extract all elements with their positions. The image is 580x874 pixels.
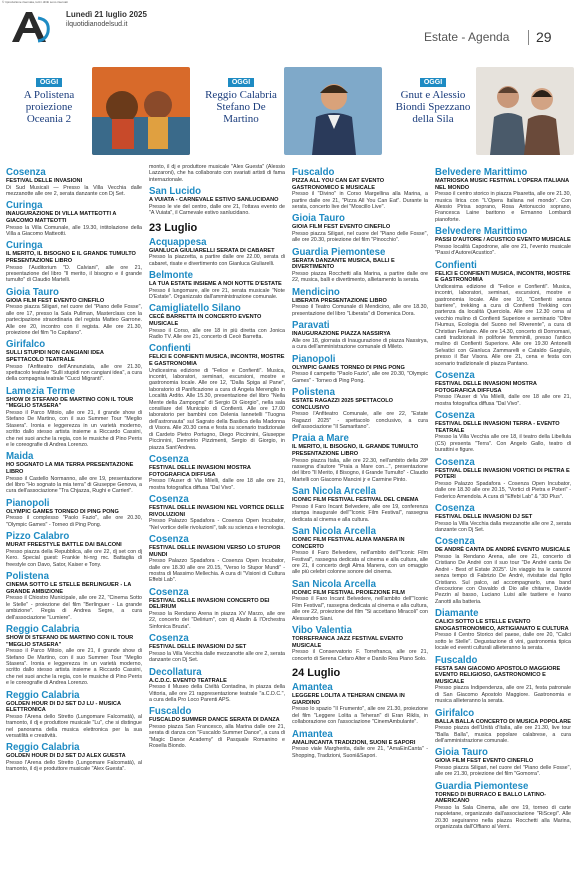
event-description: Presso il Parco Mitoio, alle ore 21, il grande show di Stefano De Martino, con il suo Summer Tour "Meglio Stasera". Ironia e leggerezza in un varietà moderno, scritto dallo stesso artista insieme a Riccardo Cassini, che nei suoi anche la regia, con le musiche di Pino Perris e le coreografie di Andrea Lorenzo. — [6, 648, 142, 687]
issue-date: Lunedì 21 luglio 2025 — [66, 10, 147, 19]
event-city: Confienti — [435, 258, 477, 271]
date-heading: 24 Luglio — [292, 667, 341, 680]
event-description: Presso il complesso "Paolo Fazio", alle ore 20.30, "Olympic Games" - Torneo di Ping Pong. — [6, 515, 142, 528]
featured-photo-de-martino — [284, 67, 382, 155]
featured-box-reggio — [198, 67, 384, 155]
event-title: FESTA SAN GIACOMO APOSTOLO MAGGIORE EVENTO RELIGIOSO, GASTRONOMICO E MUSICALE — [435, 665, 561, 685]
agenda-entry — [435, 260, 571, 367]
event-description: Presso piazza Rocchetti alla Marina, a partire dalle ore 22, musica, balli e divertimento, allietamento la serata. — [292, 271, 428, 284]
event-title: ESTATE RAGAZZI 2025 SPETTACOLO CONCLUSIVO — [292, 398, 394, 411]
event-description: Presso piazza Siligari, nel cuore del "Piano delle Fosse", alle ore 17, presso la Sala Pullman, Masterclass con la partecipazione straordinaria del regista Matteo Garrone. Alle ore 20, incontro con il regista. Alle ore 21.30, proiezione del film "Io Capitano". — [6, 304, 142, 337]
event-description: Presso piazza San Francesco, alla Marina dalle ore 21, serata di danza con "Fuscaldo Summer Dance", a cura di "Magic Dance Academy" di Pasquale Romanino e Rosella Biondo. — [149, 723, 285, 750]
agenda-entry — [292, 247, 428, 284]
agenda-column-1 — [6, 164, 142, 870]
newspaper-logo — [8, 8, 54, 46]
event-description: Presso lo spazio "Il Frumento", alle ore 21.30, proiezione del film "Leggere Lolita a Teheran" di Eran Riklis, in collaborazione con l'associazione "CinemAmbulante". — [292, 706, 428, 726]
event-title: GIANLUCA GIULIARELLI SERATA DI CABARET — [149, 247, 275, 254]
event-description: Presso la Villa Vecchia alle ore 18, il teatro della Libellula (CS) presenta "Terra". Con Angelo Gallo, teatro di burattini e figure. — [435, 434, 571, 454]
event-description: Presso il "Divino" in Corso Margellina alla Marina, a partire dalle ore 21, "Pizza All You Can Eat". Durante la serata, concerto live dei "Moscillo Live". — [292, 191, 428, 210]
event-title: FELICI E CONFIENTI MUSICA, INCONTRI, MOSTRE E GASTRONOMIA — [435, 270, 571, 284]
event-title: FUSCALDO SUMMER DANCE SERATA DI DANZA — [149, 717, 280, 724]
event-title: PASSI D'AUTORE / ACUSTICO EVENTO MUSICALE — [435, 237, 571, 244]
event-city: San Nicola Arcella — [292, 525, 376, 538]
agenda-column-3 — [292, 164, 428, 870]
agenda-entry — [292, 287, 428, 317]
event-description: Presso piazza Italia, alle ore 22.30, nell'ambito della 28ª rassegna d'autore "Praia a Mare con...", presentazione del libro "Il Merito, il Bisogno, il Grande Tumulto" - Claudio Martelli con Giacomo Mancini jr e Carmine Pinto. — [292, 457, 428, 483]
event-city: Pizzo Calabro — [6, 530, 70, 543]
agenda-entry — [149, 494, 285, 531]
event-city: Gioia Tauro — [292, 212, 345, 225]
featured-box-spezzano — [390, 67, 576, 155]
event-description: Presso l'Auser di Via Milelli, dalle ore 18 alle ore 21, mostra fotografica diffusa "Dal Vivo". — [149, 478, 285, 491]
event-description: Presso il Chiostro Municipale, alle ore 22, "Cinema Sotto le Stelle" - proiezione del film "Berlinguer - La grande ambizione". Regia di Andrea Segre, a cura dell'associazione "Lumiere". — [6, 595, 142, 621]
event-description: Alle ore 18, giornata di Inaugurazione di piazza Nassirya, a cura dell'amministrazione comunale di Mileto. — [292, 337, 428, 351]
event-title: FESTIVAL DELLE INVASIONI DJ SET — [435, 513, 533, 520]
event-description: Presso il Centro Storico del paese, dalle ore 20, "Calici sotto le Stelle". Degustazione di vini, gastronomia tipica locale ed eventi culturali allieteranno la serata. — [435, 632, 571, 652]
event-city: Pianopoli — [6, 496, 50, 509]
event-title: ICONIC FILM FESTIVAL PROIEZIONE FILM — [292, 589, 405, 596]
agenda-entry — [292, 579, 428, 622]
agenda-entry — [435, 226, 571, 256]
agenda-entry — [6, 690, 142, 740]
today-badge: OGGI — [420, 78, 446, 87]
event-title: LEGGERE LOLITA A TEHERAN CINEMA IN GIARDINO — [292, 693, 405, 706]
agenda-entry — [435, 655, 571, 705]
date-heading: 23 Luglio — [149, 221, 198, 234]
agenda-entry — [6, 451, 142, 494]
event-title: PIZZA ALL YOU CAN EAT EVENTO GASTRONOMICO E MUSICALE — [292, 178, 385, 191]
event-description: Presso l'Anfiteatro dell'Annunziata, alle ore 21.30, spettacolo teatrale "Sulli stupidi non cangiani idea", a cura della compagnia teatrale "Cucci Migranti". — [6, 363, 142, 383]
event-description: Presso il Museo della Civiltà Contadina, in piazza della Vittoria, alle ore 21 rappresentazione teatrale "a.C.D.C.", a cura della Pro Loco Parenti APS. — [149, 684, 285, 703]
agenda-entry — [149, 534, 285, 584]
event-city: Acquappesa — [149, 235, 207, 248]
event-title: LA TUA ESTATE INSIEME A NOI NOTTE D'ESTATE — [149, 281, 282, 288]
event-title: CINEMA SOTTO LE STELLE BERLINGUER - LA GRANDE AMBIZIONE — [6, 582, 132, 595]
agenda-entry — [149, 706, 285, 749]
event-title: IL MERITO, IL BISOGNO E IL GRANDE TUMULTO PRESENTAZIONE LIBRO — [6, 251, 136, 264]
page-header — [0, 0, 580, 52]
agenda-entry — [6, 386, 142, 449]
event-description: Presso il lungomare, alle ore 21, serata musicale "Note D'Estate". Organizzato dall'amministrazione comunale. — [149, 287, 285, 301]
event-title: TORREFRANCA JAZZ FESTIVAL EVENTO MUSICALE — [292, 636, 403, 649]
event-title: CECÈ BARRETTA IN CONCERTO EVENTO MUSICALE — [149, 314, 262, 328]
agenda-entry — [435, 503, 571, 533]
event-city: Polistena — [6, 570, 49, 583]
agenda-entry — [435, 747, 571, 777]
event-description: Presso il Corso, alle ore 18 in più diretta con Jonica Radio TV. Alle ore 21, concerto di Cecè Barretta. — [149, 327, 285, 341]
event-description: Di Sud Musicali — Presso la Villa Vecchia dalle mezzanotte alle ore 2, serata danzante con Dj Set. — [6, 184, 142, 197]
event-city: Belvedere Marittimo — [435, 166, 528, 178]
event-city: Cosenza — [149, 585, 189, 598]
agenda-entry — [149, 270, 285, 300]
event-city: Paravati — [292, 319, 330, 332]
featured-photo-gnut — [476, 67, 574, 155]
agenda-entry — [149, 667, 285, 704]
event-city: Polistena — [292, 386, 335, 399]
agenda-entry — [6, 167, 142, 197]
agenda-entry — [435, 536, 571, 605]
event-title: MURAT FREESTYLE BATTLE DAI BALCONI — [6, 542, 122, 549]
event-city: Cosenza — [435, 409, 475, 422]
event-title: AMALINCANTA TRADIZIONI, SUONI E SAPORI — [292, 739, 416, 746]
today-badge: OGGI — [36, 78, 62, 87]
event-description: Presso piazza della Repubblica, alle ore 22, dj set con dj Kero. Special guest: Frankie hi-nrg mc. Battaglia di freestyle con Davo, Sator, Kaiser e Tony. — [6, 548, 142, 568]
event-description: Presso il Teatro Comunale di Mendicino, alle ore 18.30, presentazione del libro "Liberata" di Domenica Dora. — [292, 304, 428, 317]
event-title: FELICI E CONFIENTI MUSICA, INCONTRI, MOSTRE E GASTRONOMIA — [149, 354, 285, 368]
agenda-entry — [292, 213, 428, 243]
event-title: GIOIA FILM FEST EVENTO CINEFILO — [292, 224, 391, 231]
event-description: Undicesima edizione di "Felice e Confienti". Musica, incontri, laboratori, seminari, escursioni, mostre e gastronomia locale. Alle ore 10, "Confienti senza barriere", trekking a cura di Confienti Trekking con partenza da località Querciola. Alle ore 12.30 cena al vecchio mulino di Confienti Superiore e seminario "Oltre l'Humus, Ecologia del Suono nel Riverente", a cura di Christian Ferlaino. Alle ore 14.30, concerto di Dornomani, canti tradizionali in polifonie femminili, presso l'antico mulino di Confienti Superiore. Alle ore 19.30 Antonelli Selvatici con Gianluca Zammarelli e Cataldo Gargiulo, presso il Bar Visora. Alle ore 21, cena e festa con scenario tradizionale di piazza Pantano. — [435, 283, 571, 367]
event-title: ICONIC FILM FESTIVAL FESTIVAL DEL CINEMA — [292, 497, 419, 504]
agenda-entry — [292, 354, 428, 384]
event-title: GIOIA FILM FEST EVENTO CINEFILO — [6, 297, 105, 304]
event-description: Presso Palazzo Spadafora - Cosenza Open Incubator, dalle ore 18.30 alle ore 20.15, "Vortici di Pietra e Poteri" - Federico Amendola. A cura di "Effebi Lab" & "3D Plus". — [435, 480, 571, 500]
event-description: monto, il dj e produttore musicale "Alex Guesta" (Alessio Lazzaroni), che ha collaborato con svariati artisti di fama internazionale. — [149, 164, 285, 183]
event-city: Cosenza — [149, 532, 189, 545]
event-title: FESTIVAL DELLE INVASIONI MOSTRA FOTOGRAFICA DIFFUSA — [435, 381, 537, 394]
event-title: DE ANDRÈ CANTA DE ANDRÉ EVENTO MUSICALE — [435, 547, 571, 554]
event-title: SULLI STUPIDI NON CANGIANI IDEA SPETTACOLO TEATRALE — [6, 350, 104, 364]
event-city: Guardia Piemontese — [292, 245, 386, 258]
event-description: Presso il Parco Mitoio, alle ore 21, il grande show di Stefano De Martino, con il suo Summer Tour "Meglio Stasera". Ironia e leggerezza in un varietà moderno, scritto dallo stesso artista insieme a Riccardo Cassini, che nei suoi anche la regia, con le musiche di Pino Perris e le coreografie di Andrea Lorenzo. — [6, 410, 142, 449]
event-title: FESTIVAL DELLE INVASIONI NEL VORTICE DELLE RIVOLUZIONI — [149, 504, 285, 518]
agenda-entry — [149, 186, 285, 216]
agenda-entry — [149, 343, 285, 450]
featured-title: Reggio Calabria Stefano De Martino — [205, 89, 277, 125]
agenda-entry — [292, 625, 428, 662]
event-description: Presso le vie del centro, dalle ore 21, l'ottava evento de "A Vuiata", il Carnevale estivo sanlucidano. — [149, 203, 285, 217]
event-title: TORNEO DI BURRACO E BALLO LATINO-AMERICANO — [435, 791, 547, 805]
agenda-entry — [292, 167, 428, 210]
event-city: Fuscaldo — [149, 705, 192, 718]
event-description: Presso piazza dell'Unità d'Italia, alle ore 21.30, live tour "Balla Balla", musica popolare calabrese, a cura dell'amministrazione comunale. — [435, 725, 571, 744]
event-description: Presso località Capodrone, alle ore 21, l'evento musicale "Passi d'Autore/Acustico". — [435, 243, 571, 257]
event-title: LIBERATA PRESENTAZIONE LIBRO — [292, 297, 387, 304]
event-city: Cosenza — [6, 166, 46, 178]
event-city: Gioia Tauro — [435, 746, 488, 759]
event-title: GOLDEN HOUR DI DJ SET DJ ALEX GUESTA — [6, 753, 126, 760]
event-description: Presso la Sala Cinema, alle ore 19, torneo di carte napoletane, organizzato dall'associazione "RiScegi". Alle 20.30 seguiranno nella piazza Rocchetti alla Marina, organizzata dall'Offiano al Verni. — [435, 804, 571, 831]
agenda-entry — [6, 240, 142, 283]
event-description: Presso la Rendano Arena, alle ore 21, concerto di Cristiano De André con il suo tour "De André canta De André - Best of Estate 2025". Un viaggio tra le canzoni senza tempo di Fabrizio De André, rivisitate dal figlio Cristiano. Sul palco, ad accompagnarlo, una band d'eccezione con Osvaldo di Dio alle chitarre, Davide Pezzin al basso, Luciano Luisi alle tastiere e Ivano Zanotti alla batteria. — [435, 553, 571, 605]
event-title: FESTIVAL DELLE INVASIONI MOSTRA FOTOGRAFICA DIFFUSA — [149, 464, 251, 478]
featured-title: A Polistena proiezione Oceania 2 — [23, 89, 75, 125]
agenda-entry — [292, 433, 428, 483]
event-title: FESTIVAL DELLE INVASIONI TERRA - EVENTO TEATRALE — [435, 421, 560, 434]
event-city: Cosenza — [435, 535, 475, 548]
agenda-column-2 — [149, 164, 285, 870]
event-city: Diamante — [435, 607, 479, 620]
agenda-entry — [435, 781, 571, 831]
event-description: Presso la Villa Vecchia dalle mezzanotte alle ore 2, serata danzante con Dj Set. — [149, 650, 285, 664]
event-title: INAUGURAZIONE DI VILLA MATTEOTTI A GIACOMO MATTEOTTI — [6, 211, 117, 224]
event-description: Presso Palazzo Spadafora - Cosenza Open Incubator, "Nel vortice delle rivoluzioni", talk su scienza e tecnologia. — [149, 518, 285, 531]
event-city: Gioia Tauro — [6, 285, 59, 298]
agenda-entry — [292, 526, 428, 576]
event-description: Presso l'Anfiteatro Comunale, alle ore 22, "Estate Ragazzi 2025" - spettacolo conclusivo, a cura dell'associazione "Il Samaritano". — [292, 411, 428, 431]
event-city: Lamezia Terme — [6, 384, 76, 397]
agenda-entry — [6, 200, 142, 237]
featured-title: Gnut e Alessio Biondi Spezzano della Sila — [395, 89, 471, 125]
agenda-entry — [6, 624, 142, 687]
event-city: Belvedere Marittimo — [435, 225, 528, 238]
event-title: SERATA DANZANTE MUSICA, BALLI E DIVERTIMENTO — [292, 257, 395, 271]
event-description: Presso Palazzo Spadafora - Cosenza Open Incubator, dalle ore 18.30 alle ore 20.15, "Verso lo Stupor Mundi" - mostra di Massimo Mellechia. A cura di "Visioni di Cultura Effebi Lab". — [149, 558, 285, 584]
agenda-entry — [6, 571, 142, 621]
event-description: Presso la Villa Vecchia dalla mezzanotte alle ore 2, serata danzante con Dj Set. — [435, 520, 571, 533]
event-city: Pianopoli — [292, 352, 336, 365]
agenda-entry — [149, 587, 285, 630]
event-city: Reggio Calabria — [6, 688, 80, 701]
event-title: OLYMPIC GAMES TORNEO DI PING PONG — [6, 508, 119, 515]
featured-photo-oceania — [92, 67, 190, 155]
event-city: Curinga — [6, 239, 43, 252]
event-description: Presso il Faro Belvedere, nell'ambito dell'"Iconic Film Festival", rassegna dedicata al cinema e alla cultura, alle ore 21, il concerto degli Alma Manera, con un omaggio alle più celebri colonne sonore del cinema. — [292, 550, 428, 576]
agenda-columns — [0, 164, 580, 870]
agenda-entry — [292, 486, 428, 523]
event-city: Reggio Calabria — [6, 741, 80, 754]
agenda-entry — [435, 410, 571, 453]
agenda-entry — [6, 742, 142, 772]
agenda-entry — [149, 164, 285, 183]
agenda-entry — [435, 608, 571, 651]
event-description: Presso il Conservatorio F. Torrefranca, alle ore 21, concerto di Serena Cefaro Alter e Danilo Rea Piano Solo. — [292, 649, 428, 662]
event-description: Presso viale Margherita, dalle ore 21, "AmaEinCanta" - Shopping, Tradizioni, Suoni&Sapori. — [292, 746, 428, 759]
event-city: Cosenza — [149, 452, 189, 465]
event-city: San Lucido — [149, 185, 202, 198]
event-city: Girifalco — [6, 338, 46, 351]
event-description: Presso la Rendano Arena in piazza XV Marzo, alle ore 22, concerto dei "Delirium", con dj Aladin & l'Orchestra Sinfonica Bruzia". — [149, 610, 285, 630]
event-description: Presso la Villa Comunale, alle 19.30, intitolazione della Villa a Giacomo Matteotti. — [6, 224, 142, 237]
event-city: Reggio Calabria — [6, 622, 80, 635]
event-description: Presso l'Auser di Via Milelli, dalle ore 18 alle ore 21, mostra fotografica diffusa "Dal Vivo". — [435, 394, 571, 407]
event-city: Girifalco — [435, 706, 475, 719]
event-title: ICONIC FILM FESTIVAL ALMA MANERA IN CONCERTO — [292, 537, 405, 550]
event-city: Confienti — [149, 342, 191, 355]
copyright-note: © riproduzione riservata, tutti i diritti sono riservati — [2, 0, 68, 4]
agenda-entry — [149, 237, 285, 267]
site-url: ilquotidianodelsud.it — [66, 21, 128, 28]
event-description: Presso il Faro Incant Belvedere, nell'ambito dell'"Iconic Film Festival", rassegna dedicata al cinema e alla cultura, alle ore 22, proiezione del film "Si accettano Miracoli" con Alessandro Siani. — [292, 596, 428, 622]
event-title: FESTIVAL DELLE INVASIONI VORTICI DI PIETRA E POTERI — [435, 467, 570, 481]
event-title: SHOW DI STEFANO DE MARTINO CON IL TOUR "MEGLIO STASERA" — [6, 396, 134, 410]
event-city: Decollatura — [149, 665, 202, 678]
event-description: Presso il centro storico in piazza Pisaretta, alle ore 21.30, musica lirica con "L'Opera Italiana nel mondo". Con Alessio Pirisa soprano, Rosa Antonuccio soprano, Francesca Laine baritono e Ermanno Lombardi pianoforte. — [435, 191, 571, 223]
agenda-entry — [435, 708, 571, 745]
event-description: Presso piazza Siligari, nel cuore del "Piano delle Fosse", alle ore 21.30, proiezione del film "Gomorra". — [435, 764, 571, 778]
event-city: Amantea — [292, 681, 333, 694]
agenda-entry — [6, 531, 142, 568]
event-title: MATRIOSKA MUSIC FESTIVAL L'OPERA ITALIANA NEL MONDO — [435, 178, 569, 191]
agenda-entry — [435, 370, 571, 407]
agenda-entry — [6, 339, 142, 382]
event-city: Camigliatello Silano — [149, 302, 241, 315]
event-title: GIOIA FILM FEST EVENTO CINEFILO — [435, 758, 534, 765]
header-divider — [528, 30, 529, 45]
event-city: Fuscaldo — [292, 166, 335, 178]
event-description: Presso il Castello Normanno, alle ore 19, presentazione del libro "Ho sognato la mia terra" di Giuseppe Genova, a cura dell'associazione "Tra Chjazza, Rughi e Carrieri". — [6, 475, 142, 495]
event-description: Presso il Faro Incant Belvedere, alle ore 19, conferenza stampa inaugurale dell'"Iconic Film Festival", rassegna dedicata al cinema e alla cultura. — [292, 503, 428, 523]
agenda-entry — [292, 387, 428, 430]
event-city: San Nicola Arcella — [292, 485, 376, 498]
agenda-entry — [435, 167, 571, 223]
agenda-entry — [435, 457, 571, 500]
event-description: Presso l'Auditorium "D. Calviani", alle ore 21, presentazione del libro "Il merito, il bisogno e il grande tumulto" di Claudio Martelli. — [6, 264, 142, 284]
agenda-entry — [6, 287, 142, 337]
agenda-entry — [292, 729, 428, 759]
page-number: 29 — [536, 29, 552, 45]
event-city: Cosenza — [149, 632, 189, 645]
featured-box-polistena — [6, 67, 192, 155]
event-title: INAUGURAZIONE PIAZZA NASSIRYA — [292, 331, 391, 338]
agenda-entry — [6, 498, 142, 528]
event-description: Presso piazza Indipendenza, alle ore 21, festa patronale di San Giacomo Apostolo Maggiore. Gastronomia e musica allieteranno la serata. — [435, 685, 571, 705]
section-title: Estate - Agenda — [424, 30, 510, 44]
event-description: Presso l'Arena dello Stretto (Lungomare Falcomatà), al tramonto, il dj e produttore musicale "Alex Guesta". — [6, 759, 142, 773]
event-title: FESTIVAL DELLE INVASIONI CONCERTO DEI DELIRIUM — [149, 597, 270, 611]
event-title: IL MERITO, IL BISOGNO, IL GRANDE TUMULTO PRESENTAZIONE LIBRO — [292, 444, 419, 458]
event-city: Mendicino — [292, 285, 340, 298]
event-title: BALLA BALLA CONCERTO DI MUSICA POPOLARE — [435, 718, 571, 725]
event-title: GOLDEN HOUR DI DJ SET DJ LU - MUSICA ELETTRONICA — [6, 700, 121, 714]
event-city: Cosenza — [435, 369, 475, 382]
today-badge: OGGI — [228, 78, 254, 87]
event-city: Cosenza — [435, 455, 475, 468]
event-title: FESTIVAL DELLE INVASIONI DJ SET — [149, 644, 247, 651]
event-city: Maida — [6, 450, 34, 463]
event-title: SHOW DI STEFANO DE MARTINO CON IL TOUR "MEGLIO STASERA" — [6, 634, 134, 648]
event-city: Praia a Mare — [292, 432, 349, 445]
agenda-entry — [149, 633, 285, 663]
event-city: Vibo Valentia — [292, 624, 352, 637]
event-description: Presso il campetto "Paolo Fazio", alle ore 20.30, "Olympic Games" - Torneo di Ping Pong. — [292, 371, 428, 384]
agenda-entry — [292, 682, 428, 725]
event-description: Presso l'Arena dello Stretto (Lungomare Falcomatà), al tramonto, il dj e produttore musicale "Lu", che si distingue nel panorama della musica elettronica per la sua versatilità e creatività. — [6, 713, 142, 739]
event-city: San Nicola Arcella — [292, 577, 376, 590]
event-city: Belmonte — [149, 269, 194, 282]
event-city: Cosenza — [149, 492, 189, 505]
event-description: Presso la piazzetta, a partire dalle ore 22.00, serata di cabaret, risate e divertimento con Gianluca Giuliarelli. — [149, 254, 285, 267]
event-city: Guardia Piemontese — [435, 779, 529, 792]
event-description: Presso piazza Siligari, nel cuore del "Piano delle Fosse", alle ore 20.30, proiezione del film "Pinocchio". — [292, 231, 428, 244]
event-city: Cosenza — [435, 501, 475, 514]
agenda-entry — [149, 303, 285, 340]
event-title: HO SOGNATO LA MIA TERRA PRESENTAZIONE LIBRO — [6, 462, 134, 476]
event-title: A VUIATA - CARNEVALE ESTIVO SANLUCIDANO — [149, 197, 279, 204]
event-title: A.C.D.C. EVENTO TEATRALE — [149, 677, 227, 684]
event-city: Amantea — [292, 727, 333, 740]
event-title: CALICI SOTTO LE STELLE EVENTO ENOGASTRONOMICO, ARTIGIANATO E CULTURA — [435, 619, 569, 632]
event-description: Undicesima edizione di "Felice e Confienti". Musica, incontri, laboratori, seminari, escursioni, mostre e gastronomia locale. Alle ore 12, "Dalla Spiga al Pane", laboratorio di Panificazione a cura di Angela Merenglio in Località Ardito. Alle 15.30, presentazione del libro "Nella Mente della Zampogna" di Sergio Di Giorgio", nella sala consiliare del Municipio di Confienti. Alle ore 17.00 laboratorio per bambini con Delenia Iannetelli "Tuogna dell'astronauta" sul Sagrato della Basilica della Madonna di Visora. Alle 20.30 cena e festa su scenario tradizionale di Cardeto Pietro Portugno, Diego Piccinnini, Giuseppe Piccinnini, Demetrio Pizzimenti, Sergio di Giorgio, in piazza Sant'Andrea. — [149, 367, 285, 451]
event-title: FESTIVAL DELLE INVASIONI VERSO LO STUPOR MUNDI — [149, 544, 281, 558]
event-title: OLYMPIC GAMES TORNEO DI PING PONG — [292, 364, 405, 371]
agenda-entry — [149, 454, 285, 491]
agenda-column-4 — [435, 164, 571, 870]
agenda-entry — [292, 320, 428, 350]
event-city: Fuscaldo — [435, 653, 478, 666]
event-city: Curinga — [6, 199, 43, 212]
event-title: FESTIVAL DELLE INVASIONI — [6, 178, 83, 184]
